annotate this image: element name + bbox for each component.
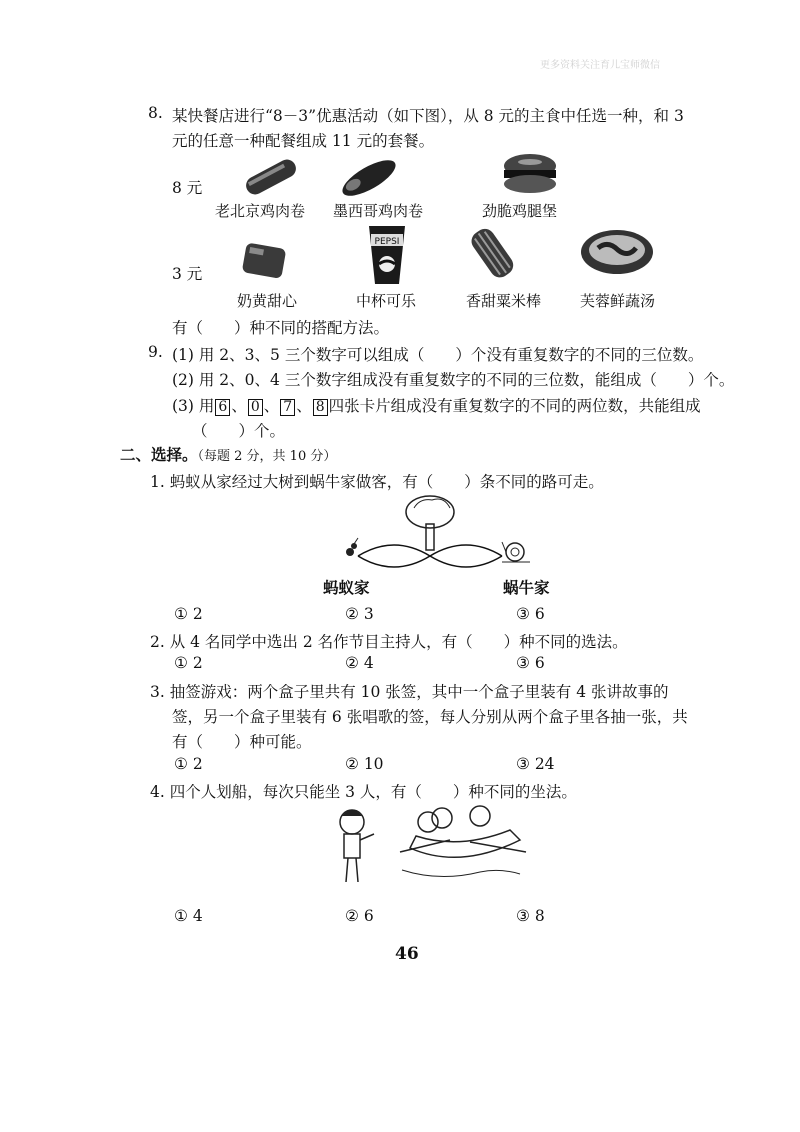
choice3-line2: 签，另一个盒子里装有 6 张唱歌的签，每人分别从两个盒子里各抽一张，共 <box>172 708 688 726</box>
digit-card-3: 7 <box>280 399 295 416</box>
q9-number: 9. <box>148 343 163 361</box>
choice2-option-a: ① 2 <box>174 654 203 672</box>
section2-heading <box>120 443 336 465</box>
choice3-line1: 3. 抽签游戏：两个盒子里共有 10 张签，其中一个盒子里装有 4 张讲故事的 <box>150 683 669 701</box>
price-8-label: 8 元 <box>172 179 203 197</box>
side-item-1: 奶黄甜心 <box>237 292 298 310</box>
choice2-option-c: ③ 6 <box>516 654 545 672</box>
ant-icon <box>346 548 354 556</box>
q9-part3-prefix: (3) 用 <box>172 397 215 415</box>
choice1-option-c: ③ 6 <box>516 605 545 623</box>
section2-title: 二、选择。 <box>120 445 198 464</box>
snail-icon <box>506 543 524 561</box>
main-item-3: 劲脆鸡腿堡 <box>482 202 558 220</box>
q9-part3: (3) 用 6 、 0 、 7 、 8 四张卡片组成没有重复数字的不同的两位数，共能组成 <box>172 397 701 415</box>
main-item-2: 墨西哥鸡肉卷 <box>333 202 424 220</box>
watermark-text: 更多资料关注育儿宝师微信 <box>540 60 660 71</box>
choice2-option-b: ② 4 <box>345 654 374 672</box>
snail-home-label: 蜗牛家 <box>503 578 550 597</box>
choice1-option-b: ② 3 <box>345 605 374 623</box>
q8-line1: 某快餐店进行“8－3”优惠活动（如下图），从 8 元的主食中任选一种，和 3 <box>172 107 684 125</box>
page-number: 46 <box>395 944 419 964</box>
q8-line2: 元的任意一种配餐组成 11 元的套餐。 <box>172 132 435 150</box>
section2-note: （每题 2 分，共 10 分） <box>197 449 337 464</box>
choice1-text: 1. 蚂蚁从家经过大树到蜗牛家做客，有（ ）条不同的路可走。 <box>150 473 604 491</box>
boat-icon <box>410 830 520 857</box>
corn-stick-image <box>466 222 522 282</box>
choice1-option-a: ① 2 <box>174 605 203 623</box>
side-item-4: 芙蓉鲜蔬汤 <box>580 292 656 310</box>
rowing-boat-illustration <box>330 800 530 890</box>
digit-card-2: 0 <box>248 399 263 416</box>
mexican-roll-image <box>334 158 404 198</box>
choice3-option-b: ② 10 <box>345 755 384 773</box>
choice4-option-c: ③ 8 <box>516 907 545 925</box>
ant-home-label: 蚂蚁家 <box>323 578 370 597</box>
cola-cup-image <box>366 224 408 286</box>
choice4-option-b: ② 6 <box>345 907 374 925</box>
digit-card-4: 8 <box>313 399 328 416</box>
side-item-2: 中杯可乐 <box>356 292 417 310</box>
choice3-option-c: ③ 24 <box>516 755 555 773</box>
soup-bowl-image <box>578 226 656 282</box>
burger-image <box>500 152 560 196</box>
pepsi-logo-text: PEPSI <box>374 237 400 247</box>
q8-number: 8. <box>148 104 163 122</box>
main-item-1: 老北京鸡肉卷 <box>215 202 306 220</box>
choice4-option-a: ① 4 <box>174 907 203 925</box>
choice3-line3: 有（ ）种可能。 <box>172 733 312 751</box>
price-3-label: 3 元 <box>172 265 203 283</box>
q9-part1: (1) 用 2、3、5 三个数字可以组成（ ）个没有重复数字的不同的三位数。 <box>172 346 704 364</box>
choice2-text: 2. 从 4 名同学中选出 2 名作节目主持人，有（ ）种不同的选法。 <box>150 633 628 651</box>
q9-part2: (2) 用 2、0、4 三个数字组成没有重复数字的不同的三位数，能组成（ ）个。 <box>172 371 735 389</box>
q9-part3-line2: （ ）个。 <box>192 422 286 440</box>
tree-icon <box>406 496 454 528</box>
path-diagram <box>340 494 550 584</box>
q9-part3-suffix: 四张卡片组成没有重复数字的不同的两位数，共能组成 <box>328 397 701 415</box>
custard-bun-image <box>238 240 294 282</box>
side-item-3: 香甜粟米棒 <box>466 292 542 310</box>
chicken-roll-image <box>240 158 302 196</box>
choice4-text: 4. 四个人划船，每次只能坐 3 人，有（ ）种不同的坐法。 <box>150 783 577 801</box>
digit-card-1: 6 <box>215 399 230 416</box>
choice3-option-a: ① 2 <box>174 755 203 773</box>
q8-answer-line: 有（ ）种不同的搭配方法。 <box>172 319 390 337</box>
